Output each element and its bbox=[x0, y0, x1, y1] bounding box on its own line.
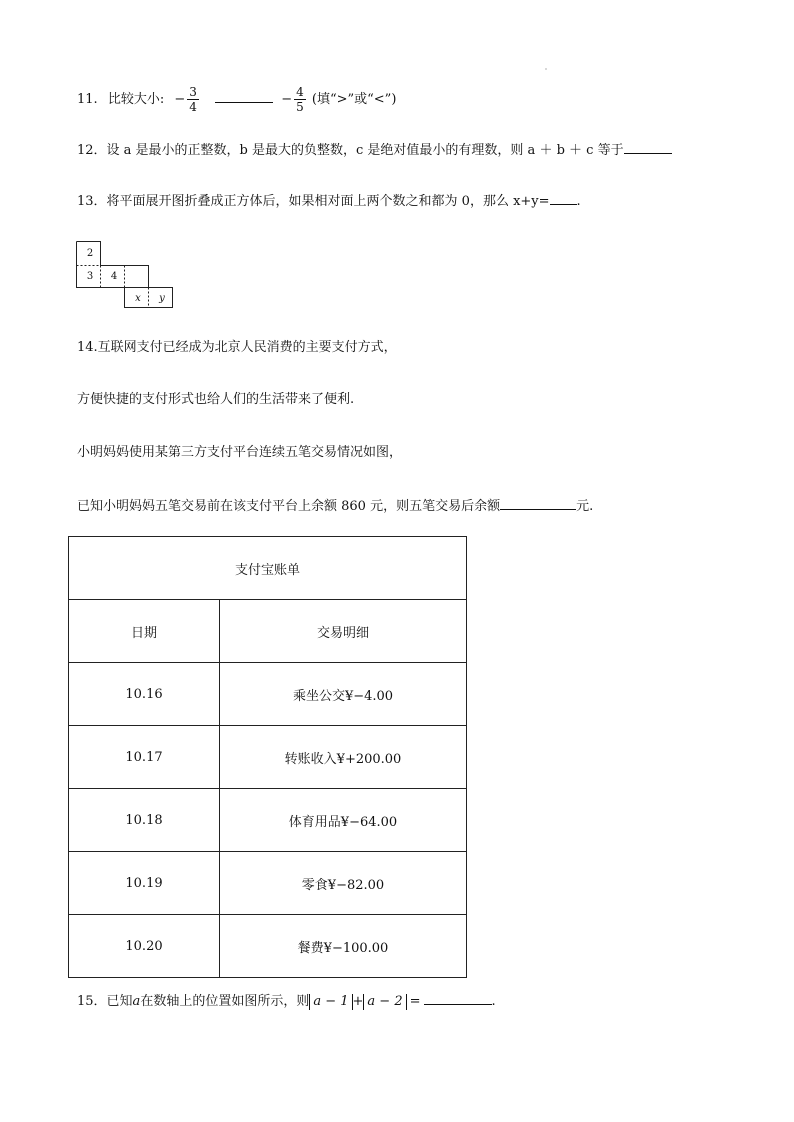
q14-text: 已知小明妈妈五笔交易前在该支付平台上余额 860 元，则五笔交易后余额 bbox=[77, 499, 501, 514]
row-date: 10.18 bbox=[69, 789, 220, 852]
question-14-line-3: 小明妈妈使用某第三方支付平台连续五笔交易情况如图， bbox=[77, 445, 403, 460]
q13-text: 13．将平面展开图折叠成正方体后，如果相对面上两个数之和都为 0，那么 x+y= bbox=[77, 194, 550, 209]
q15-var: a bbox=[132, 994, 141, 1009]
q11-fraction-1 bbox=[187, 85, 199, 114]
question-12 bbox=[77, 141, 672, 160]
question-11 bbox=[77, 85, 396, 114]
net-cell-x: x bbox=[135, 292, 141, 304]
row-detail: 转账收入¥+200.00 bbox=[220, 726, 467, 789]
q15-plus: + bbox=[352, 994, 364, 1009]
q15-abs-2: a − 2 bbox=[363, 994, 406, 1010]
q14-unit: 元. bbox=[576, 499, 594, 514]
header-detail: 交易明细 bbox=[220, 600, 467, 663]
table-row bbox=[69, 663, 467, 726]
row-date: 10.17 bbox=[69, 726, 220, 789]
q11-frac2-sign: − bbox=[281, 91, 293, 107]
table-row bbox=[69, 852, 467, 915]
q11-frac1-den: 4 bbox=[189, 100, 197, 114]
q13-period: . bbox=[576, 194, 581, 209]
row-detail: 体育用品¥−64.00 bbox=[220, 789, 467, 852]
row-detail: 餐费¥−100.00 bbox=[220, 915, 467, 978]
net-cell-3: 4 bbox=[110, 270, 118, 282]
q15-period: . bbox=[491, 994, 496, 1009]
q11-frac1-num: 3 bbox=[189, 85, 197, 99]
question-15 bbox=[77, 992, 496, 1011]
q15-abs-1: a − 1 bbox=[309, 994, 352, 1010]
q15-prefix: 15．已知 bbox=[77, 994, 133, 1009]
question-14-line-2: 方便快捷的支付形式也给人们的生活带来了便利. bbox=[77, 392, 355, 407]
q11-suffix: (填“>”或“<”) bbox=[311, 92, 397, 107]
q11-number: 11. bbox=[77, 92, 98, 107]
bill-title: 支付宝账单 bbox=[69, 537, 467, 600]
cube-net-diagram bbox=[76, 241, 176, 309]
table-row bbox=[69, 726, 467, 789]
bill-title-row bbox=[69, 537, 467, 600]
q11-frac1-sign: − bbox=[174, 91, 186, 107]
row-date: 10.16 bbox=[69, 663, 220, 726]
row-date: 10.20 bbox=[69, 915, 220, 978]
row-date: 10.19 bbox=[69, 852, 220, 915]
net-cell-y: y bbox=[159, 292, 165, 304]
scan-dot bbox=[545, 68, 547, 70]
q15-answer-blank[interactable] bbox=[424, 992, 492, 1005]
table-row bbox=[69, 915, 467, 978]
q12-text: 12．设 a 是最小的正整数，b 是最大的负整数，c 是绝对值最小的有理数，则 a ＋ b ＋ c 等于 bbox=[77, 143, 624, 158]
q15-mid: 在数轴上的位置如图所示，则 bbox=[140, 994, 310, 1009]
table-row bbox=[69, 789, 467, 852]
net-cell-1: 2 bbox=[86, 247, 94, 259]
net-cell-2: 3 bbox=[86, 270, 94, 282]
q12-answer-blank[interactable] bbox=[624, 141, 672, 154]
question-14-line-4 bbox=[77, 497, 593, 516]
q11-fraction-2 bbox=[294, 85, 306, 114]
bill-header-row bbox=[69, 600, 467, 663]
row-detail: 零食¥−82.00 bbox=[220, 852, 467, 915]
q14-answer-blank[interactable] bbox=[500, 497, 576, 510]
bill-table bbox=[68, 536, 467, 978]
q11-answer-blank[interactable] bbox=[215, 90, 273, 103]
header-date: 日期 bbox=[69, 600, 220, 663]
q11-prefix: 比较大小: bbox=[107, 92, 165, 107]
question-14-line-1: 14.互联网支付已经成为北京人民消费的主要支付方式， bbox=[77, 340, 397, 355]
q11-frac2-num: 4 bbox=[296, 85, 304, 99]
row-detail: 乘坐公交¥−4.00 bbox=[220, 663, 467, 726]
q15-equals: = bbox=[409, 994, 421, 1009]
q13-answer-blank[interactable] bbox=[550, 192, 577, 205]
q11-frac2-den: 5 bbox=[296, 100, 304, 114]
question-13 bbox=[77, 192, 581, 211]
